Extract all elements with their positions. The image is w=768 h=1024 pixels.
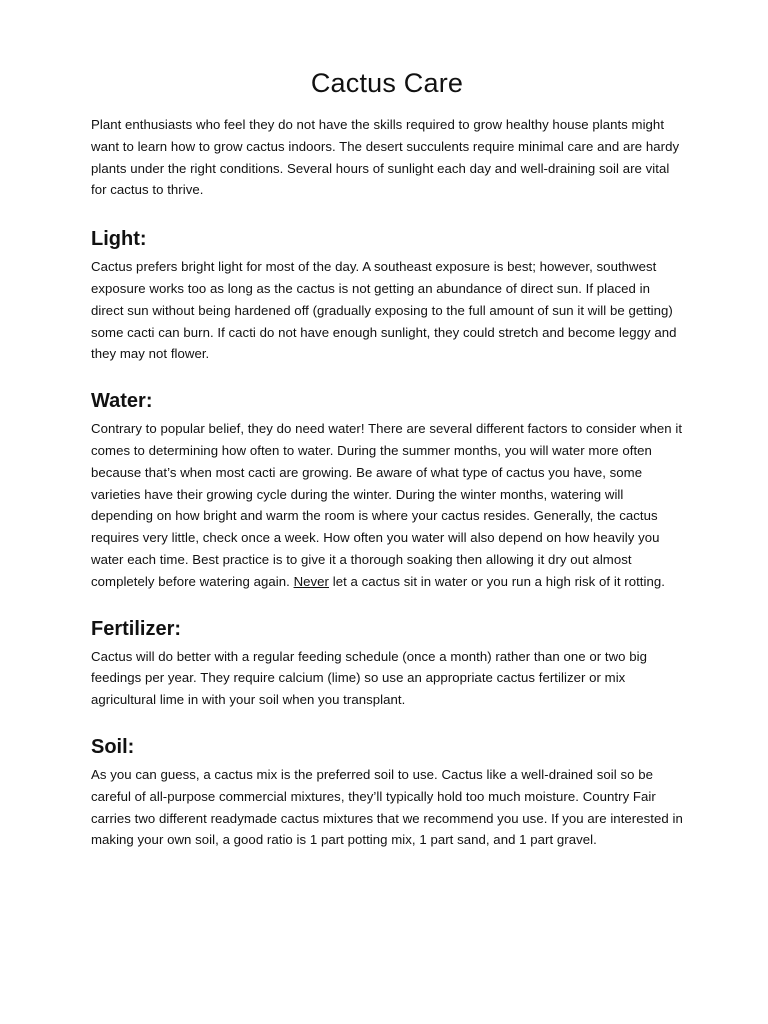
section-body-water: [91, 418, 683, 592]
intro-paragraph: Plant enthusiasts who feel they do not have the skills required to grow healthy house plants might want to learn how to grow cactus indoors. The desert succulents require minimal care and are hardy plants under the right conditions. Several hours of sunlight each day and well-draining soil are vital for cactus to thrive.: [91, 117, 680, 198]
section-body-light: Cactus prefers bright light for most of the day. A southeast exposure is best; however, southwest exposure works too as long as the cactus is not getting an abundance of direct sun. If placed in direct sun without being hardened off (gradually exposing to the full amount of sun it will be getting) some cacti can burn. If cacti do not have enough sunlight, they could stretch and become leggy and they may not flower.: [91, 259, 677, 362]
page-title: Cactus Care: [310, 68, 464, 98]
water-text-before: Contrary to popular belief, they do need water! There are several different factors to consider when it comes to determining how often to water. During the summer months, you will water more often because that’s when most cacti are growing. Be aware of what type of cactus you have, some varieties have their growing cycle during the winter. During the winter months, watering will depending on how bright and warm the room is where your cactus resides. Generally, the cactus requires very little, check once a week. How often you water will also depend on how heavily you water each time. Best practice is to give it a thorough soaking then allowing it dry out almost completely before watering again.: [91, 421, 683, 589]
section-fertilizer: [91, 616, 683, 711]
water-text-after: let a cactus sit in water or you run a high risk of it rotting.: [329, 573, 665, 589]
section-body-soil: As you can guess, a cactus mix is the preferred soil to use. Cactus like a well-drained soil so be careful of all-purpose commercial mixtures, they’ll typically hold too much moisture. Country Fair carries two different readymade cactus mixtures that we recommend you use. If you are interested in making your own soil, a good ratio is 1 part potting mix, 1 part sand, and 1 part gravel.: [91, 766, 683, 848]
document-page: [91, 64, 683, 874]
section-heading-water: Water:: [91, 390, 153, 413]
water-emphasis-never: Never: [293, 573, 329, 589]
section-heading-soil: Soil:: [91, 735, 135, 758]
section-heading-light: Light:: [91, 228, 147, 251]
section-water: [91, 388, 683, 592]
section-soil: [91, 734, 683, 851]
section-light: [91, 226, 683, 365]
section-heading-fertilizer: Fertilizer:: [91, 617, 182, 640]
section-body-fertilizer: Cactus will do better with a regular feeding schedule (once a month) rather than one or two big feedings per year. They require calcium (lime) so use an appropriate cactus fertilizer or mix agricultural lime in with your soil when you transplant.: [91, 648, 648, 708]
